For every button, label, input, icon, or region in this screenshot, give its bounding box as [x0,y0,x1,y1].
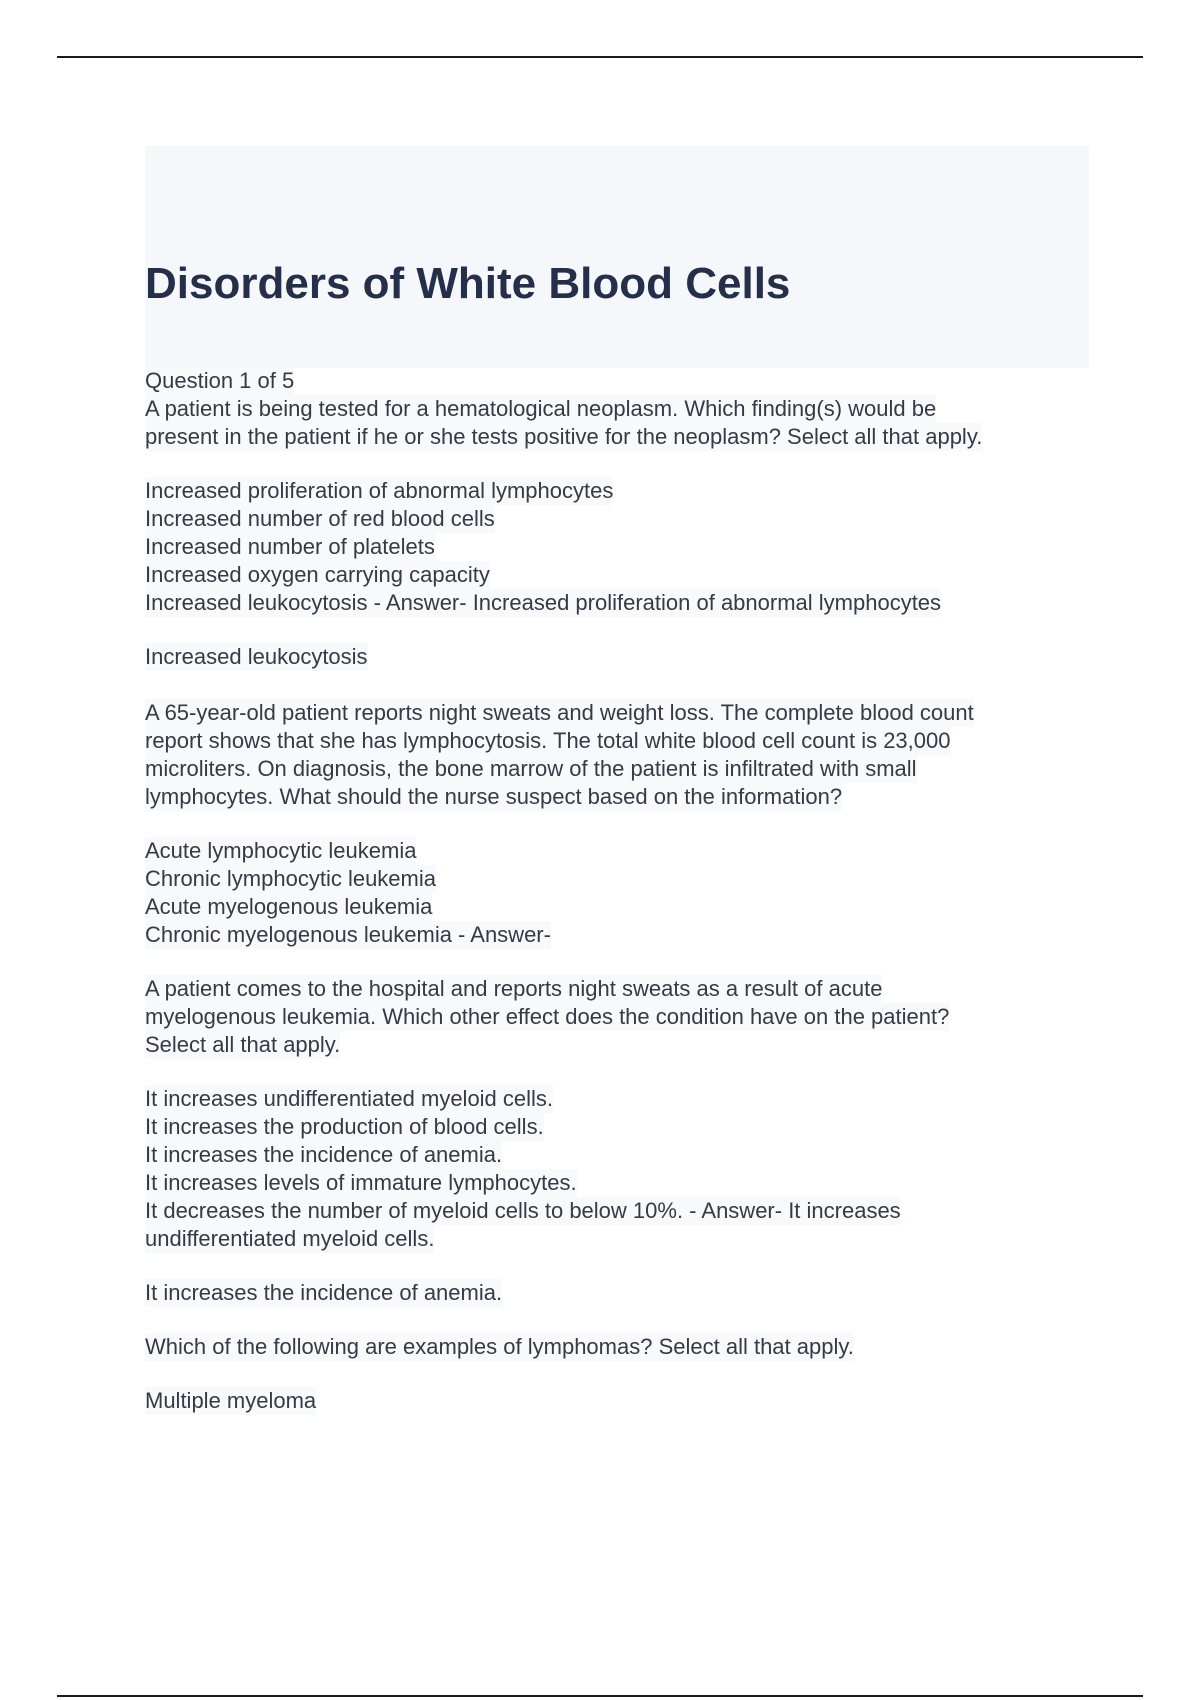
question-1-prompt-line: A patient is being tested for a hematological neoplasm. Which finding(s) would be [145,396,937,421]
question-2-option: Chronic myelogenous leukemia - Answer- [145,922,551,947]
question-3-answer-extra: It increases the incidence of anemia. [145,1280,503,1305]
question-1-option: Increased oxygen carrying capacity [145,562,490,587]
question-2-option: Acute myelogenous leukemia [145,894,433,919]
question-2-option: Chronic lymphocytic leukemia [145,866,436,891]
question-1-option: Increased leukocytosis - Answer- Increased proliferation of abnormal lymphocytes [145,590,942,615]
bottom-rule [57,1695,1143,1697]
question-3-prompt-line: myelogenous leukemia. Which other effect does the condition have on the patient? [145,1004,950,1029]
question-2-option: Acute lymphocytic leukemia [145,838,417,863]
top-rule [57,56,1143,58]
question-4-option: Multiple myeloma [145,1388,317,1413]
question-1-answer-extra: Increased leukocytosis [145,644,368,669]
question-1-header: Question 1 of 5 [145,368,295,393]
question-3-option: It decreases the number of myeloid cells to below 10%. - Answer- It increases [145,1198,901,1223]
question-3-option: It increases undifferentiated myeloid cells. [145,1086,554,1111]
question-3-prompt-line: A patient comes to the hospital and reports night sweats as a result of acute [145,976,883,1001]
question-2-prompt-line: A 65-year-old patient reports night sweats and weight loss. The complete blood count [145,700,974,725]
question-1-option: Increased proliferation of abnormal lymphocytes [145,478,614,503]
question-3-option: It increases the production of blood cells. [145,1114,544,1139]
question-3-prompt-line: Select all that apply. [145,1032,341,1057]
question-3-option: undifferentiated myeloid cells. [145,1226,435,1251]
question-2-prompt-line: microliters. On diagnosis, the bone marrow of the patient is infiltrated with small [145,756,917,781]
question-4-prompt: Which of the following are examples of lymphomas? Select all that apply. [145,1334,854,1359]
document-body [145,367,1089,1415]
question-3-option: It increases the incidence of anemia. [145,1142,503,1167]
question-1-option: Increased number of red blood cells [145,506,495,531]
question-1-option: Increased number of platelets [145,534,435,559]
question-1-prompt-line: present in the patient if he or she tests positive for the neoplasm? Select all that apply. [145,424,983,449]
question-3-option: It increases levels of immature lymphocytes. [145,1170,577,1195]
question-2-prompt-line: report shows that she has lymphocytosis. The total white blood cell count is 23,000 [145,728,951,753]
page-title: Disorders of White Blood Cells [145,259,791,308]
question-2-prompt-line: lymphocytes. What should the nurse suspect based on the information? [145,784,843,809]
